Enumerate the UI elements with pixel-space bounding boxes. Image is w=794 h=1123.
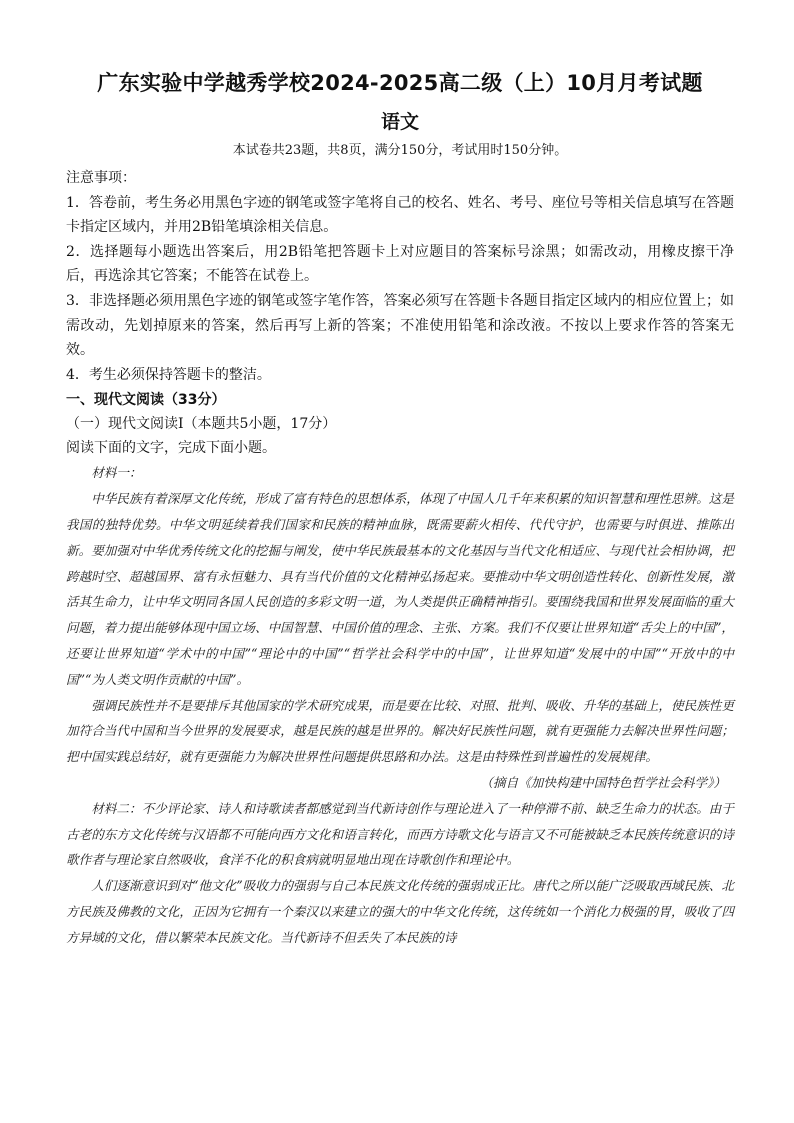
instruction-item: 4．考生必须保持答题卡的整洁。 — [66, 366, 271, 383]
material-label: 材料一： — [91, 465, 142, 481]
subject-title: 语文 — [380, 111, 419, 133]
instruction-item: 3．非选择题必须用黑色字迹的钢笔或签字笔作答，答案必须写在答题卡各题目指定区域内的相应位置上；如需改动，先划掉原来的答案，然后再写上新的答案；不准使用铅笔和涂改液。不按以上要求作答的答案无效。 — [66, 292, 734, 359]
material-paragraph: 材料二：不少评论家、诗人和诗歌读者都感觉到当代新诗创作与理论进入了一种停滞不前、缺乏生命力的状态。由于古老的东方文化传统与汉语都不可能向西方文化和语言转化，而西方诗歌文化与语言又不可能被缺乏本民族传统意识的诗歌作者与理论家自然吸收，食洋不化的积食病就明显地出现在诗歌创作和理论中。 — [66, 800, 734, 868]
subsection-heading: （一）现代文阅读Ⅰ（本题共5小题，17分） — [66, 416, 337, 433]
instructions-block — [66, 166, 734, 387]
reading-material — [66, 460, 734, 950]
reading-instruction: 阅读下面的文字，完成下面小题。 — [66, 440, 276, 457]
exam-title: 广东实验中学越秀学校2024-2025高二级（上）10月月考试题 — [97, 71, 703, 95]
material-source: （摘自《加快构建中国特色哲学社会科学》） — [480, 774, 726, 790]
instructions-heading: 注意事项： — [66, 170, 136, 186]
instruction-item: 2．选择题每小题选出答案后，用2B铅笔把答题卡上对应题目的答案标号涂黑；如需改动，用橡皮擦干净后，再选涂其它答案；不能答在试卷上。 — [66, 243, 734, 285]
section-heading: 一、现代文阅读（33分） — [66, 392, 226, 409]
material-paragraph: 强调民族性并不是要排斥其他国家的学术研究成果，而是要在比较、对照、批判、吸收、升华的基础上，使民族性更加符合当代中国和当今世界的发展要求，越是民族的越是世界的。解决好民族性问题，就有更强能力去解决世界性问题；把中国实践总结好，就有更强能力为解决世界性问题提供思路和办法。这是由特殊性到普遍性的发展规律。 — [66, 697, 734, 765]
instruction-item: 1．答卷前，考生务必用黑色字迹的钢笔或签字笔将自己的校名、姓名、考号、座位号等相关信息填写在答题卡指定区域内，并用2B铅笔填涂相关信息。 — [66, 194, 734, 236]
material-paragraph: 人们逐渐意识到对“他文化”吸收力的强弱与自己本民族文化传统的强弱成正比。唐代之所以能广泛吸取西域民族、北方民族及佛教的文化，正因为它拥有一个秦汉以来建立的强大的中华文化传统，这传统如一个消化力极强的胃，吸收了四方异域的文化，借以繁荣本民族文化。当代新诗不但丢失了本民族的诗 — [66, 878, 734, 945]
material-paragraph: 中华民族有着深厚文化传统，形成了富有特色的思想体系，体现了中国人几千年来积累的知识智慧和理性思辨。这是我国的独特优势。中华文明延续着我们国家和民族的精神血脉，既需要薪火相传、代代守护，也需要与时俱进、推陈出新。要加强对中华优秀传统文化的挖掘与阐发，使中华民族最基本的文化基因与当代文化相适应、与现代社会相协调，把跨越时空、超越国界、富有永恒魅力、具有当代价值的文化精神弘扬起来。要推动中华文明创造性转化、创新性发展，激活其生命力，让中华文明同各国人民创造的多彩文明一道，为人类提供正确精神指引。要围绕我国和世界发展面临的重大问题，着力提出能够体现中国立场、中国智慧、中国价值的理念、主张、方案。我们不仅要让世界知道“舌尖上的中国”，还要让世界知道“学术中的中国”“理论中的中国”“哲学社会科学中的中国”，让世界知道“发展中的中国”“开放中的中国”“为人类文明作贡献的中国”。 — [66, 491, 734, 687]
exam-meta: 本试卷共23题，共8页，满分150分，考试用时150分钟。 — [232, 143, 568, 158]
